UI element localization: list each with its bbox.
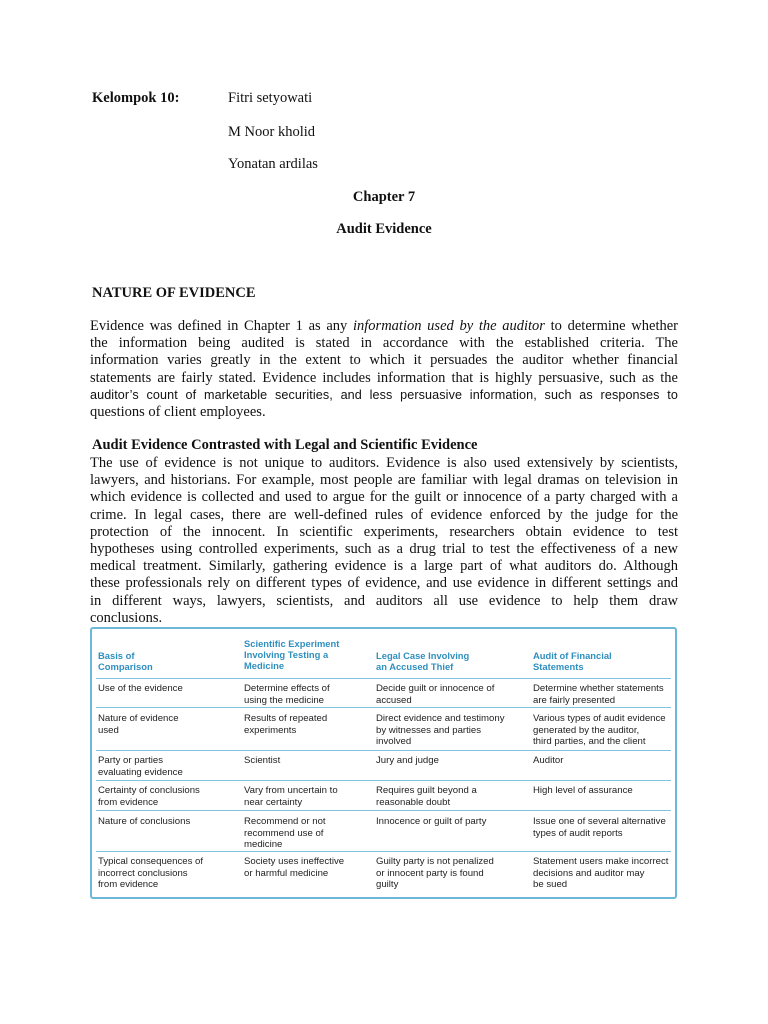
paragraph-line: information varies greatly in the extent to which it persuades the auditor whether financial	[90, 352, 678, 369]
table-cell: Recommend or not recommend use of medicine	[244, 816, 326, 851]
paragraph-line: auditor’s count of marketable securities, and less persuasive information, such as responses to	[90, 387, 678, 402]
table-header-cell: Audit of Financial Statements	[533, 650, 612, 672]
paragraph-line: in different ways, lawyers, scientists, and auditors all use evidence to help them draw	[90, 592, 678, 609]
table-cell: Results of repeated experiments	[244, 713, 328, 736]
paragraph-line: Evidence was defined in Chapter 1 as any information used by the auditor to determine whether	[90, 318, 678, 334]
chapter-number: Chapter 7	[352, 189, 416, 205]
nature-paragraph	[90, 318, 678, 421]
paragraph-line: lawyers, and historians. For example, most people are familiar with legal dramas on television in	[90, 472, 678, 489]
subsection-paragraph	[90, 455, 678, 627]
paragraph-line: these professionals rely on different types of evidence, and use evidence in different settings and	[90, 575, 678, 592]
paragraph-line: medical treatment. Similarly, gathering evidence is a large part of what auditors do. Although	[90, 558, 678, 575]
table-cell: Determine effects of using the medicine	[244, 683, 330, 706]
table-cell: Innocence or guilt of party	[376, 816, 487, 827]
subsection-heading: Audit Evidence Contrasted with Legal and Scientific Evidence	[92, 437, 478, 453]
table-cell: Auditor	[533, 755, 564, 766]
section-heading: NATURE OF EVIDENCE	[92, 285, 256, 301]
paragraph-line: the information being audited is stated in accordance with the established criteria. The	[90, 335, 678, 352]
paragraph-line: protection of the innocent. In scientific experiments, researchers obtain evidence to test	[90, 523, 678, 540]
paragraph-line: hypotheses using controlled experiments, such as a drug trial to test the effectiveness of a new	[90, 540, 678, 557]
group-label: Kelompok 10:	[92, 90, 180, 106]
table-header-cell: Scientific Experiment Involving Testing a Medicine	[244, 638, 340, 671]
comparison-table	[90, 627, 677, 899]
paragraph-line: conclusions.	[90, 609, 163, 626]
table-divider	[96, 780, 671, 781]
paragraph-line: The use of evidence is not unique to auditors. Evidence is also used extensively by scientists,	[90, 455, 678, 471]
table-cell: Nature of evidence used	[98, 713, 179, 736]
table-cell: Party or parties evaluating evidence	[98, 755, 183, 778]
table-cell: Certainty of conclusions from evidence	[98, 785, 200, 808]
table-cell: Statement users make incorrect decisions and auditor may be sued	[533, 856, 669, 891]
member-name: Yonatan ardilas	[228, 156, 318, 172]
table-cell: High level of assurance	[533, 785, 633, 796]
member-name: Fitri setyowati	[228, 90, 313, 106]
table-divider	[96, 851, 671, 852]
table-cell: Scientist	[244, 755, 281, 766]
table-cell: Society uses ineffective or harmful medicine	[244, 856, 345, 879]
table-divider	[96, 707, 671, 708]
member-name: M Noor kholid	[228, 124, 315, 140]
table-cell: Decide guilt or innocence of accused	[376, 683, 495, 706]
table-divider	[96, 810, 671, 811]
table-cell: Vary from uncertain to near certainty	[244, 785, 338, 808]
table-cell: Use of the evidence	[98, 683, 183, 694]
table-cell: Typical consequences of incorrect conclusions from evidence	[98, 856, 204, 891]
paragraph-line: which evidence is collected and used to argue for the guilt or innocence of a party charged with a	[90, 489, 678, 506]
table-cell: Determine whether statements are fairly presented	[533, 683, 664, 706]
table-divider	[96, 678, 671, 679]
chapter-title: Audit Evidence	[336, 221, 432, 237]
table-cell: Guilty party is not penalized or innocent party is found guilty	[376, 856, 494, 891]
table-header-cell: Basis of Comparison	[98, 650, 153, 672]
table-header-cell: Legal Case Involving an Accused Thief	[376, 650, 470, 672]
table-cell: Nature of conclusions	[98, 816, 191, 827]
paragraph-line: statements are fairly stated. Evidence includes information that is highly persuasive, such as the	[90, 369, 678, 386]
table-cell: Various types of audit evidence generated by the auditor, third parties, and the client	[533, 713, 666, 748]
paragraph-line: crime. In legal cases, there are well-defined rules of evidence enforced by the judge for the	[90, 506, 678, 523]
table-cell: Requires guilt beyond a reasonable doubt	[376, 785, 477, 808]
table-divider	[96, 750, 671, 751]
paragraph-line: questions of client employees.	[90, 403, 266, 420]
table-cell: Jury and judge	[376, 755, 439, 766]
table-cell: Issue one of several alternative types of audit reports	[533, 816, 666, 839]
emphasis-text: information used by the auditor	[353, 318, 545, 334]
table-cell: Direct evidence and testimony by witnesses and parties involved	[376, 713, 505, 748]
